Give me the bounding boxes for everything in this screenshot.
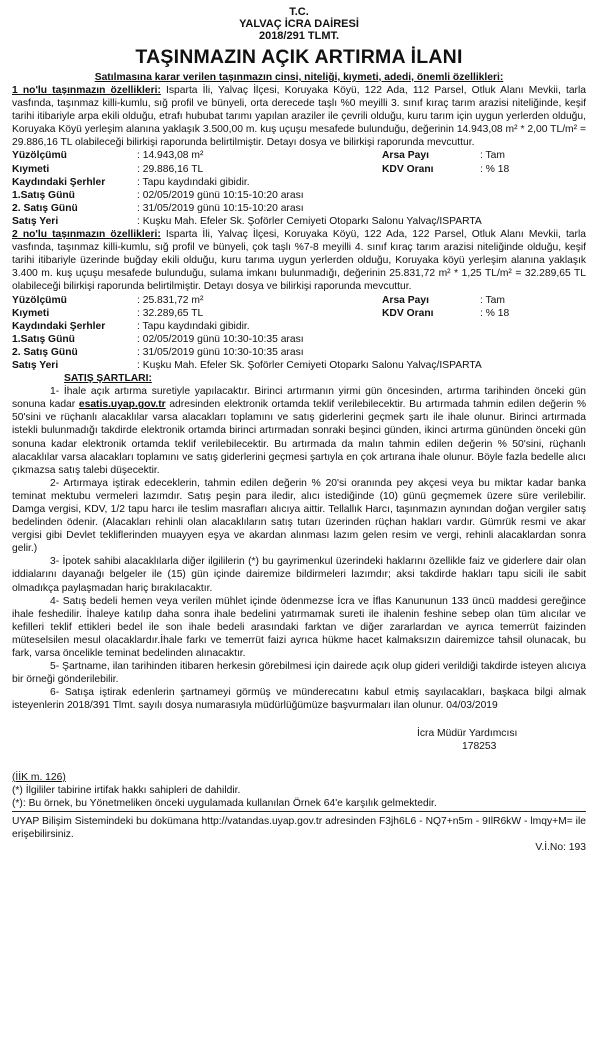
footnote-1: (*) İlgililer tabirine irtifak hakkı sahipleri de dahildir. [12,784,241,796]
header-office: YALVAÇ İCRA DAİRESİ [239,18,359,30]
property-1-restrictions-row: Kaydındaki Şerhler : Tapu kaydındaki gibidir. [12,176,250,188]
iik-reference: (İİK m. 126) [12,771,66,783]
vi-number: V.İ.No: 193 [535,842,586,854]
property-1-sale-day-1-row: 1.Satış Günü : 02/05/2019 günü 10:15-10:20 arası [12,189,304,201]
property-1-value-row: Kıymeti : 29.886,16 TL KDV Oranı : % 18 [12,163,510,175]
header-tc: T.C. [289,6,309,18]
esatis-link[interactable]: esatis.uyap.gov.tr [78,399,166,411]
page-title: TAŞINMAZIN AÇIK ARTIRMA İLANI [135,46,463,68]
signature-number: 178253 [462,740,497,752]
property-1-heading: 1 no'lu taşınmazın özellikleri: [12,85,161,96]
property-1-area-row: Yüzölçümü : 14.943,08 m² Arsa Payı : Tam [12,150,505,162]
header-file-number: 2018/291 TLMT. [258,30,340,42]
property-2-sale-day-1-row: 1.Satış Günü : 02/05/2019 günü 10:30-10:35 arası [12,333,304,345]
property-2-restrictions-row: Kaydındaki Şerhler : Tapu kaydındaki gibidir. [12,320,250,332]
page-subtitle: Satılmasına karar verilen taşınmazın cinsi, niteliği, kıymeti, adedi, önemli özellikleri: [94,72,504,83]
footnote-2: (*): Bu örnek, bu Yönetmeliken önceki uygulamada kullanılan Örnek 64'e karşılık gelmektedir. [12,797,437,809]
signature-title: İcra Müdür Yardımcısı [417,727,518,739]
property-1-sale-place-row: Satış Yeri : Kuşku Mah. Efeler Sk. Şoförler Cemiyeti Otoparkı Salonu Yalvaç/ISPARTA [12,215,482,227]
property-2-sale-day-2-row: 2. Satış Günü : 31/05/2019 günü 10:30-10:35 arası [12,346,304,358]
condition-4: 4- Satış bedeli hemen veya verilen mühlet içinde ödenmezse İcra ve İflas Kanununun 133 üncü maddesi gereğince ihale feshedilir. İhaleye katılıp daha sonra ihale bedelini yatırmamak sureti ile ihalenin feshine sebep olan tüm alıcılar ve kefilleri teklif ettikleri bedel ile son ihale bedeli arasındaki farktan ve diğer zararlardan ve ayrıca temerrüt faizinden müteselsilen mesul olacaklardır.İhale farkı ve temerrüt faizi ayrıca hükme hacet kalmaksızın dairemizce tahsil olunacak, bu fark, varsa öncelikle teminat bedelinden alınacaktır. [12,595,586,660]
property-2-heading: 2 no'lu taşınmazın özellikleri: [12,229,161,241]
announcement-document [12,6,586,854]
property-2-value-row: Kıymeti : 32.289,65 TL KDV Oranı : % 18 [12,307,510,319]
footer-divider [12,811,586,812]
uyap-access-note: UYAP Bilişim Sistemindeki bu dokümana http://vatandas.uyap.gov.tr adresinden F3jh6L6 - NQ7+n5m - 9IlR6kW - lmqy+M= ile erişebilirsiniz. [12,815,586,841]
property-1-sale-day-2-row: 2. Satış Günü : 31/05/2019 günü 10:15-10:20 arası [12,202,304,214]
condition-1: 1- İhale açık artırma suretiyle yapılacaktır. Birinci artırmanın yirmi gün öncesinden, artırma tarihinden önceki gün sonuna kadar esatis.uyap.gov.tr adresinden elektronik ortamda teklif verilebilecektir. Bu artırmada tahmin edilen değerin % 50'sini ve rüçhanlı alacaklılar varsa alacakları toplamını ve satış giderlerini geçmek şartı ile ihale olunur. Birinci artırmada istekli bulunmadığı takdirde elektronik ortamda birinci artırmadan sonraki beşinci günden, ikinci artırma gününden önceki gün sonuna kadar elektronik ortamda teklif verilebilecektir. Bu artırmada da malın tahmin edilen değerin % 50'sini, rüçhanlı alacaklılar varsa alacakları toplamını ve satış giderlerini geçmesi şartıyla en çok artırana ihale olunur. Böyle fazla bedelle alıcı çıkmazsa satış talebi düşecektir. [12,386,587,476]
condition-2: 2- Artırmaya iştirak edeceklerin, tahmin edilen değerin % 20'si oranında pey akçesi veya bu miktar kadar banka teminat mektubu vermeleri lazımdır. Satış peşin para iledir, alıcı istediğinde (10) günü geçmemek üzere süre verilebilir. Damga vergisi, KDV, 1/2 tapu harcı ile teslim masrafları alıcıya aittir. Tellallık Harcı, taşınmazın aynından doğan vergiler satış bedelinden ödenir. (Alacakları rehinli olan alacaklıların satış tutarı üzerinden rüçhan hakları vardır. Gümrük resmi ve akar vergisi gibi Devlet tekliflerinden muayyen eşya ve akardan alınması lazım gelen resim ve vergi, rehinli alacaklardan sonra gelir.) [12,477,586,555]
condition-5: 5- Şartname, ilan tarihinden itibaren herkesin görebilmesi için dairede açık olup gideri verildiği takdirde isteyen alıcıya bir örneği gönderilebilir. [12,661,586,686]
condition-3: 3- İpotek sahibi alacaklılarla diğer ilgililerin (*) bu gayrimenkul üzerindeki haklarını özellikle faiz ve giderlere dair olan iddialarını dayanağı belgeler ile (15) gün içinde dairemize bildirmeleri lazımdır; aksi takdirde hakları tapu sicili ile sabit olmadıkça paylaşmadan hariç bırakılacaktır. [12,556,586,594]
conditions-heading: SATIŞ ŞARTLARI: [64,373,152,385]
property-2-description: 2 no'lu taşınmazın özellikleri: Isparta İli, Yalvaç İlçesi, Koruyaka Köyü, 122 Ada, 122 Parsel, Otluk Alanı Mevkii, tarla vasfında, taşınmaz killi-kumlu, sığ profil ve bünyeli, çok taşlı %7-8 meyilli 4. sınıf kıraç tarım arazisi niteliğinde olduğu, keşif tarihi itibariyle üzerinde buğday ekili olduğu, kuru tarıma uygun yerlerden olduğu, Koruyaka köyü yerleşim alanına yaklaşık 3.400 m. kuş uçuşu mesafede bulunduğu, sulama imkanı bulunmadığı, değerinin 25.831,72 m² * 1,25 TL/m² = 32.289,65 TL olabileceği bilirkişi raporunda belirtilmiştir. Detayı dosya ve bilirkişi raporunda mevcuttur. [12,229,586,293]
property-1-description: 1 no'lu taşınmazın özellikleri: Isparta İli, Yalvaç İlçesi, Koruyaka Köyü, 122 Ada, 112 Parsel, Otluk Alanı Mevkii, tarla vasfında, taşınmaz killi-kumlu, sığ profil ve bünyeli, orta derecede taşlı %0 meyilli 3. sınıf kıraç tarım arazisi niteliğinde, keşif tarihi itibariyle arpa ekili olduğu, etrafı hububat tarımı yapılan araziler ile çevrili olduğu, kuru tarım için uygun yerlerden olduğu, Koruyaka Köyü yerleşim alanına yaklaşık 3.500,00 m. kuş uçuşu mesafede bulunduğu, değerinin 14.943,08 m² * 2,00 TL/m² = 29.886,16 TL olabileceği bilirkişi raporunda belirtilmiştir. Detayı dosya ve bilirkişi raporunda mevcuttur. [12,85,586,149]
property-2-sale-place-row: Satış Yeri : Kuşku Mah. Efeler Sk. Şoförler Cemiyeti Otoparkı Salonu Yalvaç/ISPARTA [12,359,482,371]
condition-6: 6- Satışa iştirak edenlerin şartnameyi görmüş ve münderecatını kabul etmiş sayılacakları, başkaca bilgi almak isteyenlerin 2018/391 Tlmt. sayılı dosya numarasıyla müdürlüğümüze başvurmaları ilan olunur. 04/03/2019 [12,687,586,712]
property-2-area-row: Yüzölçümü : 25.831,72 m² Arsa Payı : Tam [12,294,505,306]
